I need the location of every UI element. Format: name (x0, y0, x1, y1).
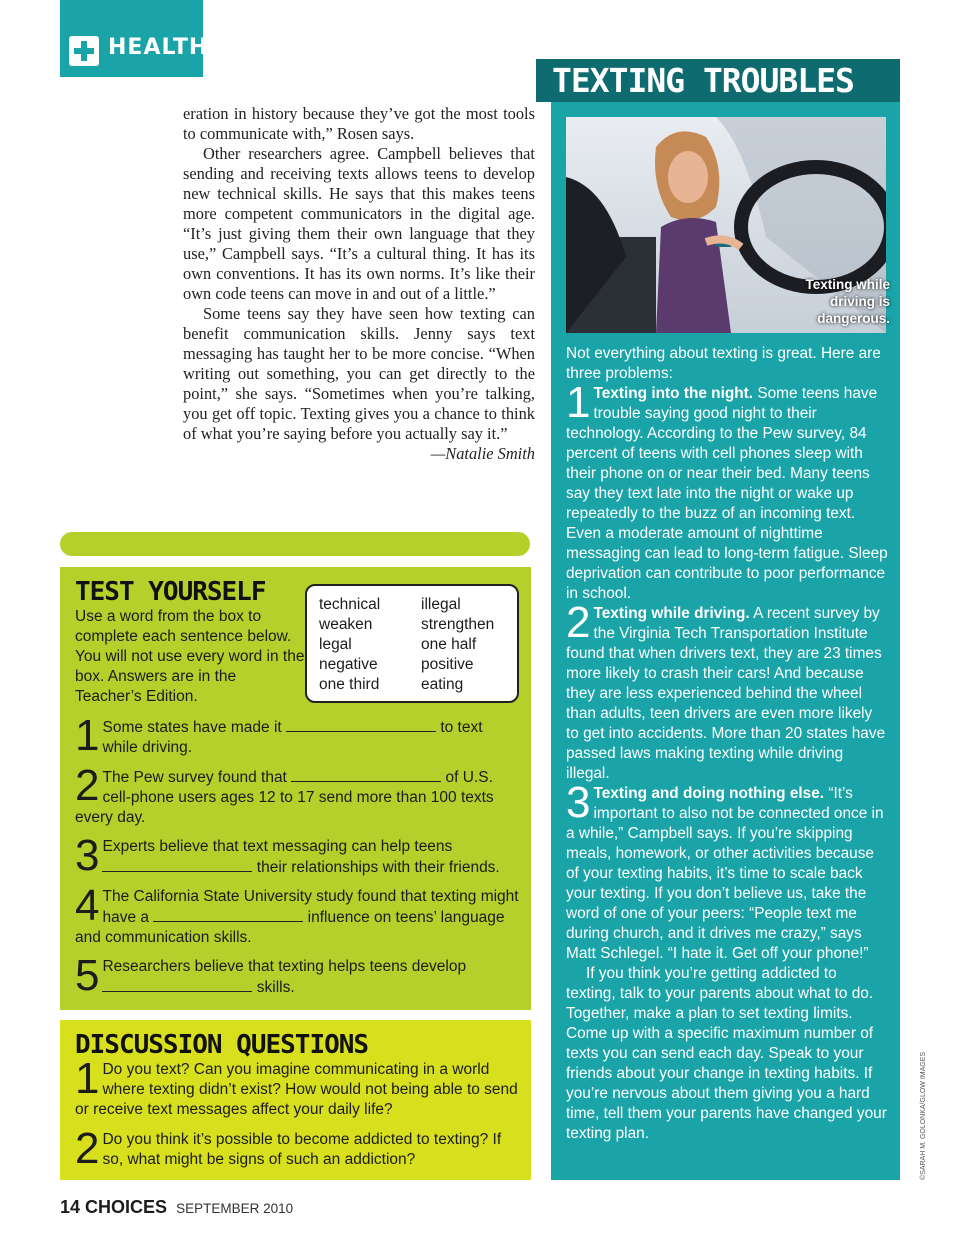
question-number: 2 (75, 1124, 100, 1173)
problem-number: 2 (566, 598, 591, 647)
article-paragraph: eration in history because they’ve got the most tools to communicate with,” Rosen says. (183, 104, 535, 143)
problem-heading: Texting into the night. (593, 385, 754, 402)
sidebar-title: TEXTING TROUBLES (552, 61, 854, 100)
section-tab (60, 0, 209, 77)
test-yourself-title: TEST YOURSELF (75, 577, 266, 607)
word-box-item: positive (421, 656, 474, 673)
health-cross-icon (69, 36, 99, 66)
page-number: 14 (60, 1197, 81, 1217)
word-box-item: one half (421, 636, 477, 653)
answer-blank[interactable] (102, 977, 252, 992)
test-question (75, 881, 520, 948)
problem-item (566, 598, 888, 784)
word-box (305, 584, 519, 703)
answer-blank[interactable] (102, 857, 252, 872)
problem-text: “It’s important to also not be connected once in a while,” Campbell says. If you’re skipping meals, homework, or other activities because of your texting habits, it’s time to scale back your texting. If you don’t believe us, take the word of one of your peers: “People text me during church, and it drives me crazy,” says Matt Schlegel. “I hate it. Get off your phone!” (566, 785, 884, 962)
question-text-after: their relationships with their friends. (256, 859, 500, 876)
photo-credit: ©SARAH M. GOLONKA/GLOW IMAGES (920, 1051, 927, 1180)
word-box-item: eating (421, 676, 464, 693)
word-box-item: strengthen (421, 616, 495, 633)
question-text: Do you think it’s possible to become addicted to texting? If so, what might be signs of such an addiction? (102, 1131, 502, 1168)
problem-number: 1 (566, 378, 591, 427)
answer-blank[interactable] (286, 717, 436, 732)
article-paragraph: Other researchers agree. Campbell believes that sending and receiving texts allows teens to develop new technical skills. He says that this makes teens more competent communicators in the digital age. “It’s just giving them their own language that they use,” Campbell says. “It’s a cultural thing. It has its own conventions. It has its own norms. It’s like their own code teens can move in and out of a little.” (183, 144, 535, 303)
question-text-before: Some states have made it (102, 719, 282, 736)
question-text-before: The Pew survey found that (102, 769, 287, 786)
word-box-item: technical (319, 596, 381, 613)
word-box-item: legal (319, 636, 352, 653)
question-text-before: Researchers believe that texting helps teens develop (102, 958, 467, 975)
question-text-after: influence on teens’ language and communication skills. (75, 909, 505, 946)
test-question (75, 951, 520, 1000)
discussion-box (60, 1020, 531, 1180)
question-text-after: skills. (256, 979, 295, 996)
question-text-before: Experts believe that text messaging can help teens (102, 838, 453, 855)
answer-blank[interactable] (153, 907, 303, 922)
sidebar-closing: If you think you’re getting addicted to texting, talk to your parents about what to do. Together, make a plan to set texting limits. Come up with a specific maximum number of texts you can send each day. Speak to your friends about your change in texting habits. If you’re nervous about them giving you a hard time, tell them your parents have changed your texting plan. (566, 965, 887, 1142)
question-text-after: of U.S. cell-phone users ages 12 to 17 send more than 100 texts every day. (75, 769, 494, 826)
sidebar-panel (551, 102, 900, 1180)
discussion-question (75, 1124, 520, 1173)
problem-heading: Texting and doing nothing else. (593, 785, 825, 802)
problem-text: A recent survey by the Virginia Tech Transportation Institute found that when drivers text, they are 23 times more likely to crash their cars! And because they are less experienced behind the wheel than adults, teen drivers are even more likely to get into accidents. More than 20 states have passed laws making texting while driving illegal. (566, 605, 886, 782)
sidebar-header (536, 59, 900, 102)
question-number: 5 (75, 951, 100, 1000)
word-box-item: negative (319, 656, 378, 673)
divider-bar (60, 532, 530, 556)
test-question (75, 761, 520, 828)
question-number: 4 (75, 881, 100, 930)
magazine-name: CHOICES (85, 1197, 168, 1217)
word-box-item: one third (319, 676, 380, 693)
question-number: 2 (75, 761, 100, 810)
question-text-before: The California State University study found that texting might have a (102, 888, 519, 926)
discussion-question (75, 1054, 520, 1120)
question-number: 1 (75, 1054, 100, 1103)
test-question (75, 831, 520, 880)
answer-blank[interactable] (291, 767, 441, 782)
problem-item (566, 378, 888, 604)
section-tab-label: HEALTH (108, 35, 209, 60)
sidebar-body (566, 344, 888, 1144)
page-footer (60, 1197, 293, 1218)
problem-text: Some teens have trouble saying good night to their technology. According to the Pew survey, 84 percent of teens with cell phones sleep with their phone on or near their bed. Many teens say they text late into the night or wake up repeatedly to the buzz of an incoming text. Even a moderate amount of nighttime messaging can lead to long-term fatigue. Sleep deprivation can contribute to poor performance in school. (566, 385, 888, 602)
problem-item (566, 778, 888, 964)
test-question (75, 711, 520, 760)
word-box-item: illegal (421, 596, 461, 613)
sidebar-intro: Not everything about texting is great. Here are three problems: (566, 345, 881, 382)
problem-heading: Texting while driving. (593, 605, 750, 622)
word-box-item: weaken (319, 616, 373, 633)
article-byline: —Natalie Smith (430, 444, 535, 463)
test-yourself-intro: Use a word from the box to complete each sentence below. You will not use every word in the box. Answers are in the Teacher’s Edition. (75, 608, 305, 705)
question-number: 3 (75, 831, 100, 880)
article-paragraph: Some teens say they have seen how texting can benefit communication skills. Jenny says text messaging has taught her to be more concise. “When writing out something, you can get directly to the point,” she says. “Sometimes when you’re talking, you get off topic. Texting gives you a chance to think of what you’re saying before you actually say it.” (183, 304, 535, 443)
article-body (183, 104, 535, 464)
photo-caption: Texting while driving is dangerous. (805, 277, 890, 326)
question-number: 1 (75, 711, 100, 760)
issue-date: SEPTEMBER 2010 (176, 1201, 294, 1216)
discussion-title: DISCUSSION QUESTIONS (75, 1030, 369, 1060)
question-text-after: to text while driving. (102, 719, 483, 756)
question-text: Do you text? Can you imagine communicating in a world where texting didn’t exist? How would not being able to send or receive text messages affect your daily life? (75, 1061, 518, 1118)
problem-number: 3 (566, 778, 591, 827)
test-yourself-box (60, 567, 531, 1010)
